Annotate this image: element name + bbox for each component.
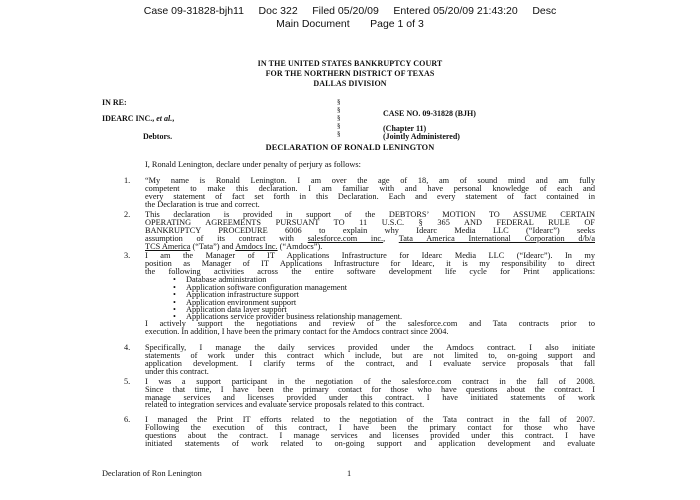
paragraph-line: I managed the Print IT efforts related to the negotiation of the Tata contract in the fall of 2007. (145, 415, 595, 424)
text: (“Amdocs”). (277, 242, 323, 251)
text: , (383, 234, 399, 243)
chapter: (Chapter 11) (383, 124, 427, 133)
paragraph-line: the Declaration is true and correct. (145, 200, 260, 209)
paragraph-line: execution. In addition, I have been the primary contact for the Amdocs contract since 2004. (145, 327, 449, 336)
tata-ref: Tata America International Corporation d/b/a (398, 234, 595, 243)
paragraph-line: I actively support the negotiations and review of the salesforce.com and Tata contracts prior to (145, 319, 595, 328)
bullet-item: Application software configuration management (186, 282, 348, 292)
bullet-item: Application environment support (186, 297, 297, 307)
section-symbol: § (337, 114, 341, 122)
paragraph-line: initiated statements of work related to on-going support and application development and evaluate (145, 439, 595, 448)
section-symbol: § (337, 106, 341, 114)
debtor-name (102, 114, 174, 123)
bullet-item: Application infrastructure support (186, 290, 299, 299)
filing-header-line1: Case 09-31828-bjh11 Doc 322 Filed 05/20/09 Entered 05/20/09 21:43:20 Desc (143, 5, 557, 17)
paragraph-line (145, 242, 595, 251)
text: assumption of its contract with (145, 234, 308, 243)
paragraph-line: I was a support participant in the negotiation of the salesforce.com contract in the fall of 2008. (145, 377, 595, 386)
tcs-ref: TCS America (145, 242, 191, 251)
paragraph-number: 1. (124, 176, 131, 185)
section-symbol: § (337, 130, 341, 138)
paragraph-line: This declaration is provided in support of the DEBTORS’ MOTION TO ASSUME CERTAIN (145, 210, 595, 219)
salesforce-ref: salesforce.com inc. (307, 234, 384, 243)
page-number: 1 (347, 469, 352, 478)
comma: , (172, 114, 175, 123)
court-name: IN THE UNITED STATES BANKRUPTCY COURT (257, 59, 443, 68)
paragraph-number: 2. (124, 210, 131, 219)
jointly-administered: (Jointly Administered) (383, 132, 460, 141)
et-al: et al. (156, 114, 173, 123)
footer-label: Declaration of Ron Lenington (102, 469, 202, 478)
bullet-item: Application data layer support (186, 305, 287, 314)
paragraph-line: Specifically, I manage the daily services provided under the Amdocs contract. I also initiate (145, 343, 595, 352)
paragraph-number: 5. (124, 377, 131, 386)
intro-text: I, Ronald Lenington, declare under penalty of perjury as follows: (145, 160, 361, 169)
paragraph-number: 4. (124, 343, 131, 352)
paragraph-line: questions about the contract. I manage services and licenses provided under this contract. I have (145, 431, 595, 440)
paragraph-line: Following the execution of this contract, I have been the primary contact for those who have (145, 423, 595, 432)
bullet-icon: • (173, 312, 176, 321)
paragraph-line: application development. I clarify terms of the contract, and I evaluate service proposals that fall (145, 359, 595, 368)
text: (“Tata”) and (190, 242, 236, 251)
section-symbol: § (337, 122, 341, 130)
paragraph-line: manage services and licenses provided under this contract. I have initiated statements of work (145, 393, 595, 402)
paragraph-line: Since that time, I have been the primary contact for those who have questions about the contract. I (145, 385, 595, 394)
paragraph-line: statements of work under this contract which include, but are not limited to, on-going support and (145, 351, 595, 360)
paragraph-line: OPERATING AGREEMENTS PURSUANT TO 11 U.S.C. § 365 AND FEDERAL RULE OF (145, 218, 595, 227)
paragraph-number: 3. (124, 251, 131, 260)
paragraph-line: competent to make this declaration. I am familiar with and have personal knowledge of each and (145, 184, 595, 193)
bullet-icon: • (173, 305, 176, 314)
court-district: FOR THE NORTHERN DISTRICT OF TEXAS (265, 69, 435, 78)
case-number: CASE NO. 09-31828 (BJH) (383, 109, 476, 118)
bullet-item: Applications service provider business relationship management. (186, 312, 403, 321)
in-re-label: IN RE: (102, 98, 127, 107)
bullet-icon: • (173, 297, 176, 307)
paragraph-line: under this contract. (145, 367, 209, 376)
section-symbol: § (337, 98, 341, 106)
filing-header-line2: Main Document Page 1 of 3 (276, 18, 424, 30)
paragraph-line: I am the Manager of IT Applications Infrastructure for Idearc Media LLC (“Idearc”). In my (145, 251, 595, 260)
debtor-name-text: IDEARC INC., (102, 114, 155, 123)
paragraph-line: every statement of fact set forth in this Declaration. Each and every statement of fact contained in (145, 192, 595, 201)
bullet-item: Database administration (186, 275, 267, 284)
paragraph-line: “My name is Ronald Lenington. I am over the age of 18, am of sound mind and am fully (145, 176, 595, 185)
paragraph-line: BANKRUPTCY PROCEDURE 6006 to explain why Idearc Media LLC (“Idearc”) seeks (145, 226, 595, 235)
debtors-label: Debtors. (143, 132, 173, 141)
bullet-icon: • (173, 275, 176, 284)
declaration-title: DECLARATION OF RONALD LENINGTON (265, 143, 435, 152)
bullet-icon: • (173, 282, 176, 292)
paragraph-number: 6. (124, 415, 131, 424)
bullet-icon: • (173, 290, 176, 299)
amdocs-ref: Amdocs Inc. (235, 242, 278, 251)
paragraph-line: related to integration services and evaluate service proposals related to this contract. (145, 400, 425, 409)
paragraph-line: position as Manager of IT Applications Infrastructure for Idearc, it is my responsibility to direct (145, 259, 595, 268)
court-division: DALLAS DIVISION (313, 79, 387, 88)
paragraph-line: the following activities across the entire software development life cycle for Print applications: (145, 267, 595, 276)
